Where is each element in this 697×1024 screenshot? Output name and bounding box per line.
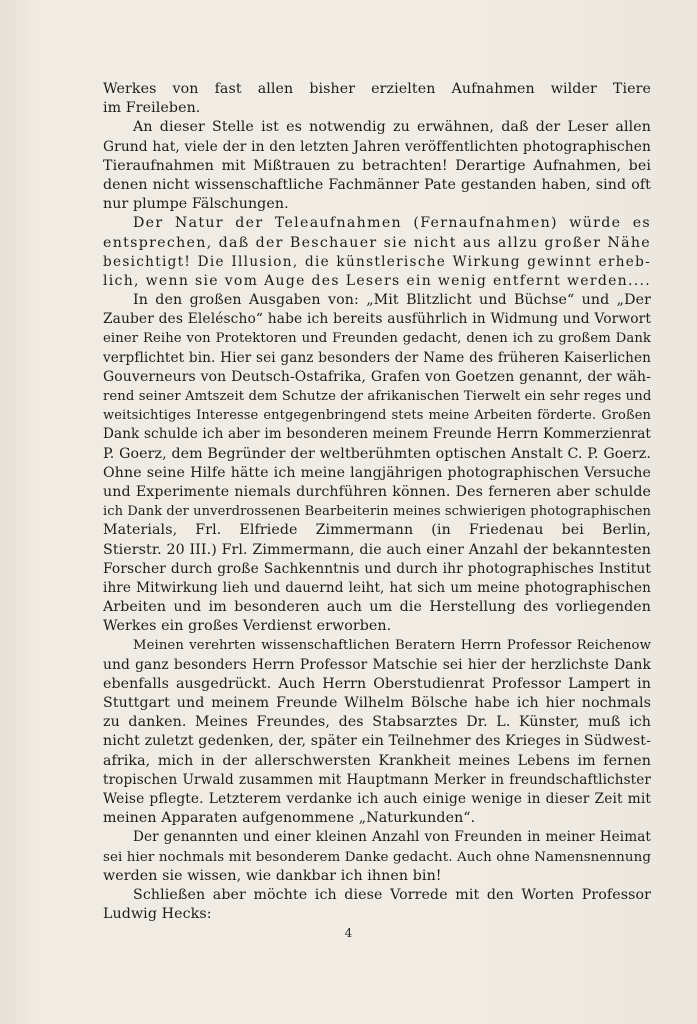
text-line: im Freileben. — [103, 100, 201, 117]
text-line: werden sie wissen, wie dankbar ich ihnen bin! — [103, 867, 442, 884]
text-line: und ganz besonders Herrn Professor Matschie sei hier der herzlichste Dank — [103, 656, 651, 673]
text-line: Weise pflegte. Letzterem verdanke ich auch einige wenige in dieser Zeit mit — [103, 790, 651, 807]
text-line: denen nicht wissenschaftliche Fachmänner Pate gestanden haben, sind oft — [103, 176, 651, 193]
text-line: lich, wenn sie vom Auge des Lesers ein wenig entfernt werden.... — [103, 272, 651, 289]
text-line: Gouverneurs von Deutsch-Ostafrika, Grafen von Goetzen genannt, der wäh- — [103, 368, 651, 385]
text-line: einer Reihe von Protektoren und Freunden gedacht, denen ich zu großem Dank — [103, 331, 651, 347]
text-line: entsprechen, daß der Beschauer sie nicht aus allzu großer Nähe — [103, 234, 651, 251]
text-line: nur plumpe Fälschungen. — [103, 196, 289, 213]
text-line: afrika, mich in der allerschwersten Krankheit meines Lebens im fernen — [103, 752, 651, 769]
text-line: Werkes von fast allen bisher erzielten Aufnahmen wilder Tiere — [103, 81, 651, 97]
text-line: und Experimente niemals durchführen können. Des ferneren aber schulde — [103, 483, 651, 500]
text-line: Ohne seine Hilfe hätte ich meine langjährigen photographischen Versuche — [103, 464, 651, 481]
text-line: ich Dank der unverdrossenen Bearbeiterin meines schwierigen photographischen — [103, 504, 651, 520]
text-line: Tieraufnahmen mit Mißtrauen zu betrachten! Derartige Aufnahmen, bei — [103, 157, 651, 174]
text-line: In den großen Ausgaben von: „Mit Blitzlicht und Büchse“ und „Der — [133, 292, 651, 309]
text-line: Der genannten und einer kleinen Anzahl von Freunden in meiner Heimat — [133, 829, 651, 846]
text-line: Grund hat, viele der in den letzten Jahren veröffentlichten photographischen — [103, 138, 651, 155]
text-line: tropischen Urwald zusammen mit Hauptmann Merker in freundschaftlichster — [103, 771, 651, 788]
text-line: Materials, Frl. Elfriede Zimmermann (in Friedenau bei Berlin, — [103, 522, 651, 539]
text-line: Stierstr. 20 III.) Frl. Zimmermann, die auch einer Anzahl der bekanntesten — [103, 541, 651, 558]
text-line: Stuttgart und meinem Freunde Wilhelm Bölsche habe ich hier nochmals — [103, 695, 651, 711]
text-line: Meinen verehrten wissenschaftlichen Beratern Herrn Professor Reichenow — [133, 638, 651, 654]
text-line: Werkes ein großes Verdienst erworben. — [103, 618, 392, 635]
text-line: Der Natur der Teleaufnahmen (Fernaufnahmen) würde es — [133, 215, 651, 232]
text-line: zu danken. Meines Freundes, des Stabsarztes Dr. L. Künster, muß ich — [103, 714, 651, 731]
text-line: meinen Apparaten aufgenommene „Naturkunden“. — [103, 810, 476, 827]
text-line: sei hier nochmals mit besonderem Danke gedacht. Auch ohne Namensnennung — [103, 849, 651, 865]
text-line: nicht zuletzt gedenken, der, später ein Teilnehmer des Krieges in Südwest- — [103, 733, 651, 750]
text-line: Arbeiten und im besonderen auch um die Herstellung des vorliegenden — [103, 599, 651, 616]
text-line: ihre Mitwirkung lieh und dauernd leiht, hat sich um meine photographischen — [103, 579, 651, 596]
text-line: besichtigt! Die Illusion, die künstlerische Wirkung gewinnt erheb- — [103, 253, 651, 270]
text-line: Ludwig Hecks: — [103, 906, 212, 923]
body-text — [103, 80, 651, 924]
text-line: P. Goerz, dem Begründer der weltberühmten optischen Anstalt C. P. Goerz. — [103, 445, 651, 462]
text-line: An dieser Stelle ist es notwendig zu erwähnen, daß der Leser allen — [133, 119, 651, 136]
text-line: weitsichtiges Interesse entgegenbringend stets meine Arbeiten förderte. Großen — [103, 408, 651, 424]
text-line: ebenfalls ausgedrückt. Auch Herrn Oberstudienrat Professor Lampert in — [103, 675, 651, 692]
text-line: rend seiner Amtszeit dem Schutze der afrikanischen Tierwelt ein sehr reges und — [103, 389, 651, 404]
page-number: 4 — [344, 926, 353, 940]
text-line: verpflichtet bin. Hier sei ganz besonders der Name des früheren Kaiserlichen — [103, 349, 651, 366]
text-line: Forscher durch große Sachkenntnis und durch ihr photographisches Institut — [103, 560, 651, 577]
text-line: Schließen aber möchte ich diese Vorrede mit den Worten Professor — [133, 886, 651, 903]
text-line: Zauber des Eleléscho“ habe ich bereits ausführlich in Widmung und Vorwort — [103, 311, 651, 328]
text-line: Dank schulde ich aber im besonderen meinem Freunde Herrn Kommerzienrat — [103, 426, 651, 443]
